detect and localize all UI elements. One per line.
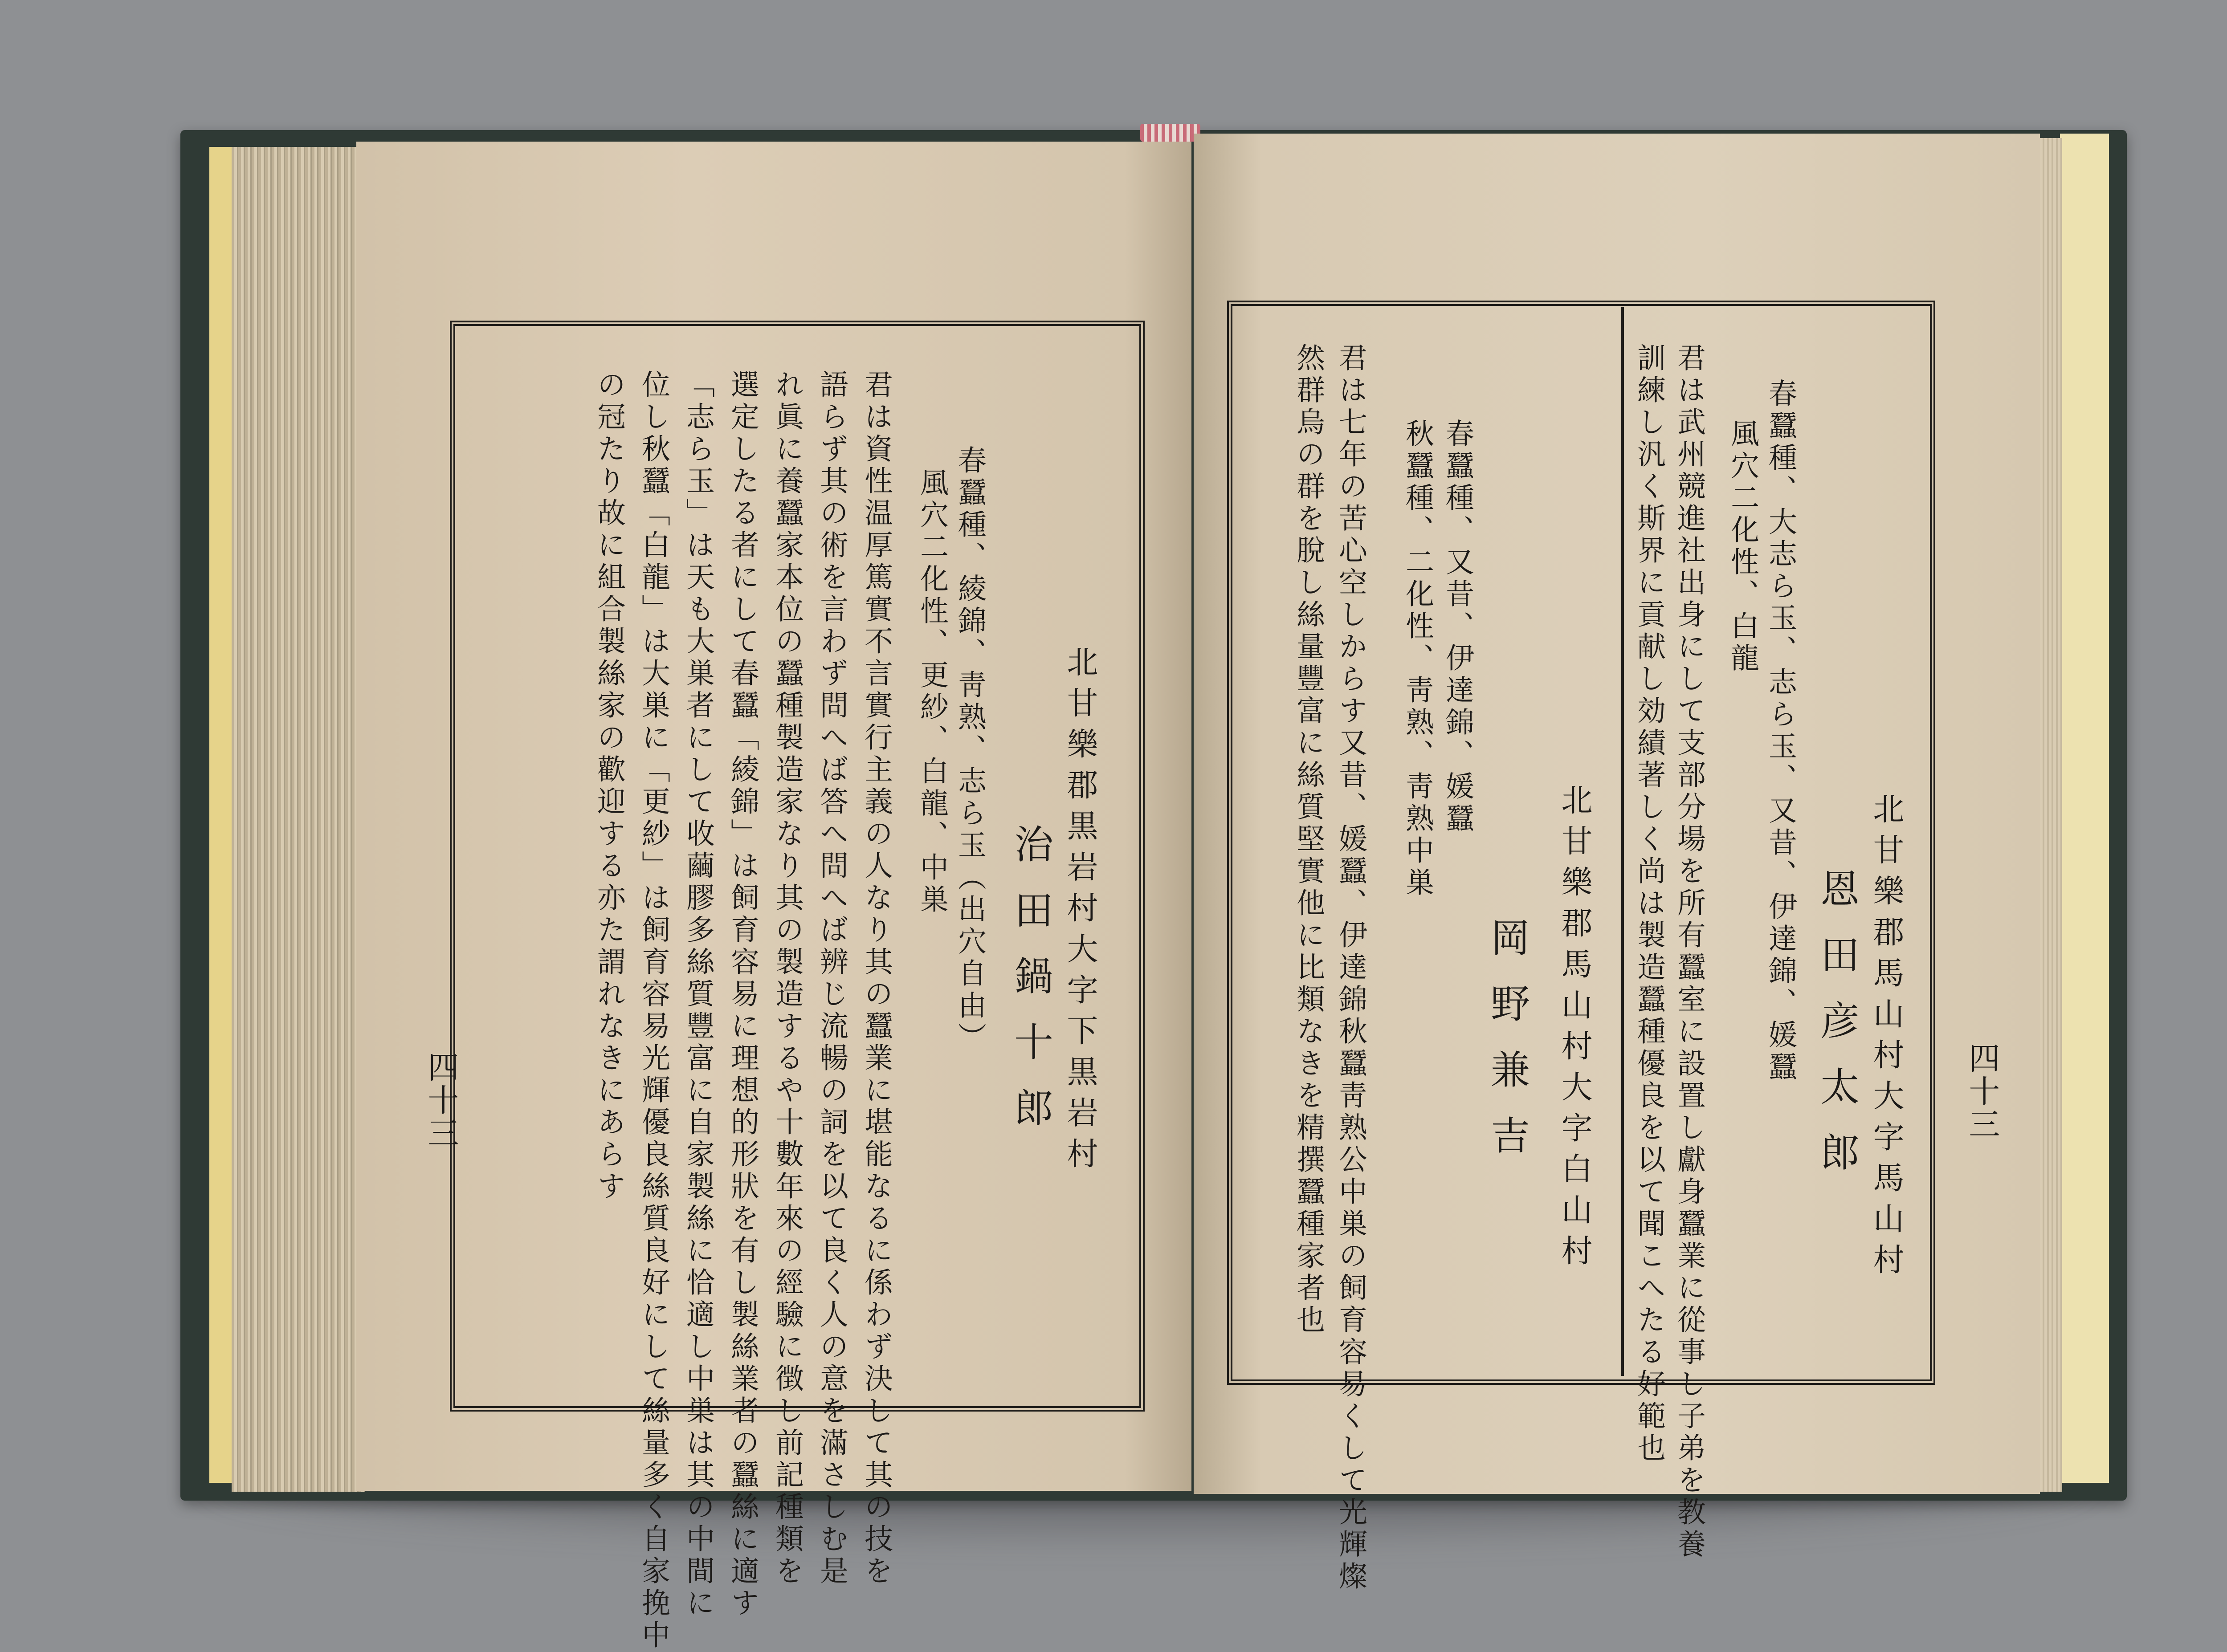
left-breeds-line1: 春蠶種、綾錦、靑熟、志ら玉（出穴自由）	[953, 445, 986, 1054]
entry1-name: 恩田彦太郎	[1814, 868, 1860, 1198]
entry1-breeds-line1: 春蠶種、大志ら玉、志ら玉、又昔、伊達錦、媛蠶	[1764, 378, 1797, 1084]
left-address: 北甘樂郡黒岩村大字下黒岩村	[1062, 646, 1098, 1178]
entry1-body-line: 訓練し汎く斯界に貢献し効績著しく尚は製造蠶種優良を以て聞こへたる好範也	[1632, 343, 1665, 1465]
entry-divider	[1621, 307, 1624, 1376]
entry2-address: 北甘樂郡馬山村大字白山村	[1556, 784, 1593, 1275]
endpaper-right	[2060, 134, 2109, 1483]
entry1-address: 北甘樂郡馬山村大字馬山村	[1868, 793, 1905, 1284]
right-page-number: 四十三	[1964, 1042, 2000, 1141]
spine-headband	[1140, 124, 1200, 142]
left-name: 治田鍋十郎	[1008, 824, 1054, 1153]
left-page-number: 四十三	[423, 1051, 459, 1150]
left-body-line: の冠たり故に組合製絲家の歡迎する亦た謂れなきにあらす	[592, 370, 625, 1203]
left-body-line: 位し秋蠶「白龍」は大巣に「更紗」は飼育容易光輝優良絲質良好にして絲量多く自家挽中	[637, 370, 670, 1652]
left-breeds-line2: 風穴二化性、更紗、白龍、中巣	[915, 468, 948, 916]
left-body-line: 選定したる者にして春蠶「綾錦」は飼育容易に理想的形狀を有し製絲業者の蠶絲に適す	[726, 370, 759, 1620]
entry2-name: 岡野兼吉	[1485, 917, 1530, 1181]
left-body-line: 「志ら玉」は天も大巣者にして收繭膠多絲質豐富に自家製絲に恰適し中巣は其の中間に	[681, 370, 714, 1620]
left-body-line: れ眞に養蠶家本位の蠶種製造家なり其の製造するや十數年來の經驗に徴し前記種類を	[771, 370, 804, 1588]
entry1-breeds-line2: 風穴二化性、白龍	[1726, 419, 1759, 675]
entry2-breeds-line2: 秋蠶種、二化性、靑熟、靑熟中巣	[1401, 419, 1434, 899]
entry1-body-line: 君は武州競進社出身にして支部分場を所有蠶室に設置し獻身蠶業に從事し子弟を教養	[1672, 343, 1705, 1561]
entry2-breeds-line1: 春蠶種、又昔、伊達錦、媛蠶	[1441, 419, 1474, 835]
left-body-line: 語らず其の術を言わず問へば答へ問へば辨じ流暢の詞を以て良く人の意を滿さしむ是	[815, 370, 848, 1588]
entry2-body-line: 君は七年の苦心空しからす又昔、媛蠶、伊達錦秋蠶靑熟公中巣の飼育容易くして光輝燦	[1334, 343, 1367, 1593]
entry2-body-line: 然群烏の群を脫し絲量豐富に絲質堅實他に比類なきを精撰蠶種家者也	[1292, 343, 1325, 1337]
left-body-line: 君は資性温厚篤實不言實行主義の人なり其の蠶業に堪能なるに係わず決して其の技を	[860, 370, 893, 1588]
page-stack-left	[232, 147, 365, 1492]
